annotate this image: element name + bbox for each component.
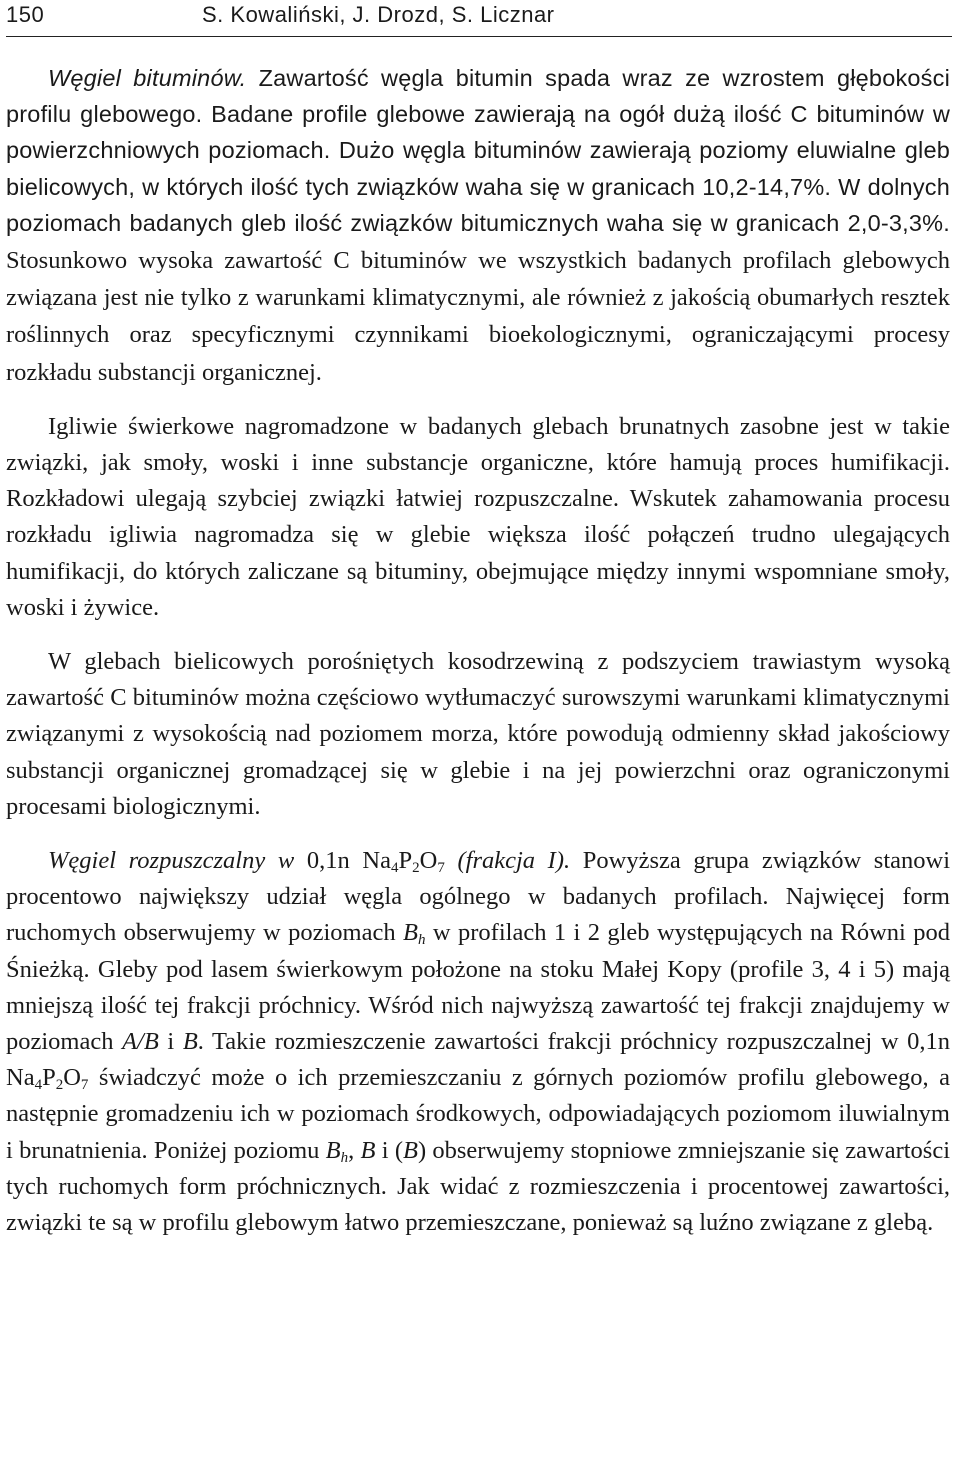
reagent-text: P xyxy=(42,1064,56,1092)
paragraph-text: ) obserwujemy stopniowe zmniejszanie się zawartości tych ruchomych form próchnicznych. Jak widać z rozmieszczenia i procentowej zawartości, związki te są w profilu glebowym łatwo przemieszczane, ponieważ są luźno związane z glebą. xyxy=(6,1136,951,1237)
section-heading-bitumen: Węgiel bituminów. xyxy=(48,65,247,91)
reagent-text: O xyxy=(63,1064,81,1092)
paragraph-text: Stosunkowo wysoka zawartość C bituminów we wszystkich badanych profilach glebowych związana jest nie tylko z warunkami klimatycznymi, ale również z jakością obumarłych resztek roślinnych oraz specyficznymi czynnikami bioekologicznymi, ograniczającymi procesy rozkładu substancji organicznej. xyxy=(6,247,950,386)
subscript: 7 xyxy=(80,1077,89,1094)
paragraph-bitumen-carbon xyxy=(6,60,950,391)
body-text xyxy=(6,60,950,1241)
header-rule xyxy=(6,36,952,37)
paragraph-text: i xyxy=(158,1028,183,1056)
reagent-text: P xyxy=(398,847,413,875)
paragraph-text: Zawartość węgla bitumin spada wraz ze wzrostem głębokości profilu glebowego. Badane profile glebowe zawierają na ogół dużą ilość C bituminów w powierzchniowych poziomach. Dużo węgla bituminów zawierają poziomy eluwialne gleb bielicowych, w których ilość tych związków waha się w granicach 10,2-14,7%. W dolnych poziomach badanych gleb ilość związków bitumicznych waha się w granicach 2,0-3,3%. xyxy=(6,65,950,236)
running-head-authors: S. Kowaliński, J. Drozd, S. Licznar xyxy=(202,2,555,27)
horizon-symbol: B xyxy=(403,1136,418,1164)
running-head xyxy=(6,0,950,30)
paragraph-soluble-carbon xyxy=(6,843,950,1241)
paragraph-spruce-needles: Igliwie świerkowe nagromadzone w badanych glebach brunatnych zasobne jest w takie związki, jak smoły, woski i inne substancje organiczne, które hamują proces humifikacji. Rozkładowi ulegają szybciej związki łatwiej rozpuszczalne. Wskutek zahamowania procesu rozkładu igliwia nagromadza się w glebie większa ilość połączeń trudno ulegających humifikacji, do których zaliczane są bituminy, obejmujące między innymi wspomniane smoły, woski i żywice. xyxy=(6,412,950,621)
fraction-label: (frakcja I). xyxy=(444,847,571,875)
horizon-symbol: A/B xyxy=(122,1028,159,1056)
subscript: h xyxy=(418,932,426,949)
subscript: 4 xyxy=(34,1077,43,1094)
subscript: h xyxy=(340,1149,349,1166)
paragraph-podzolic-soils: W glebach bielicowych porośniętych kosodrzewiną z podszyciem trawiastym wysoką zawartość C bituminów można częściowo wytłumaczyć surowszymi warunkami klimatycznymi związanymi z wysokością nad poziomem morza, które powodują odmienny skład jakościowy substancji organicznej gromadzącej się w glebie i na jej powierzchni oraz ograniczonymi procesami biologicznymi. xyxy=(6,648,950,820)
horizon-symbol: B xyxy=(325,1136,341,1164)
paragraph-text: w profilach 1 i 2 gleb występujących na Równi pod Śnieżką. Gleby pod lasem świerkowym położone na stoku Małej Kopy (profile 3, 4 i 5) mają mniejszą ilość tej frakcji próchnicy. Wśród nich najwyższą zawartość tej frakcji znajdujemy w poziomach xyxy=(6,919,950,1056)
horizon-symbol: B xyxy=(403,919,418,947)
subscript: 7 xyxy=(437,860,445,877)
paragraph-text: . Takie rozmieszczenie zawartości frakcji próchnicy rozpuszczalnej w 0,1n Na xyxy=(6,1028,950,1092)
subscript: 4 xyxy=(390,860,399,877)
section-heading-soluble-carbon: Węgiel rozpuszczalny w xyxy=(48,847,295,875)
subscript: 2 xyxy=(55,1077,64,1094)
paragraph-text: świadczyć może o ich przemieszczaniu z górnych poziomów profilu glebowego, a następnie gromadzeniu ich w poziomach środkowych, odpowiadających poziomom iluwialnym i brunatnienia. Poniżej poziomu xyxy=(6,1064,950,1164)
paragraph-text: Powyższa grupa związków stanowi procentowo największy udział węgla ogólnego w badanych profilach. Najwięcej form ruchomych obserwujemy w poziomach xyxy=(6,847,951,947)
horizon-symbol: B xyxy=(360,1136,376,1164)
paragraph-text: i ( xyxy=(375,1136,403,1164)
paragraph-text: , xyxy=(348,1136,361,1164)
subscript: 2 xyxy=(412,860,420,877)
horizon-symbol: B xyxy=(182,1028,198,1056)
reagent-text: O xyxy=(419,847,438,875)
reagent-text: 0,1n Na xyxy=(294,847,391,875)
page-number: 150 xyxy=(6,2,45,27)
